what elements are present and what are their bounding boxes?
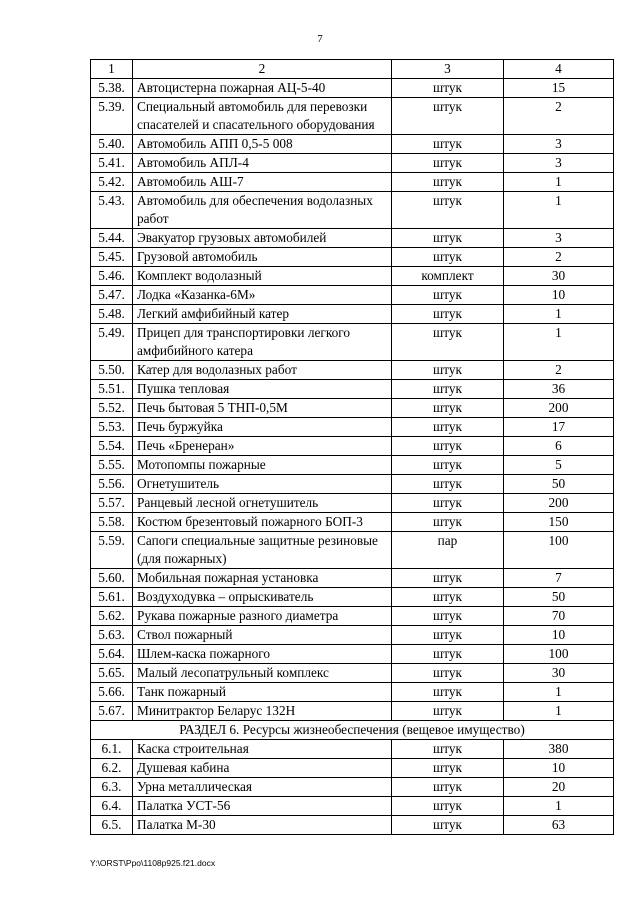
item-quantity: 17 (504, 418, 614, 437)
table-row (91, 286, 614, 305)
item-quantity: 20 (504, 778, 614, 797)
item-quantity: 50 (504, 475, 614, 494)
table-row (91, 494, 614, 513)
item-quantity: 15 (504, 79, 614, 98)
item-number: 5.53. (91, 418, 133, 437)
item-name: Грузовой автомобиль (133, 248, 392, 267)
table-row (91, 437, 614, 456)
item-name: Палатка М-30 (133, 816, 392, 835)
table-row (91, 305, 614, 324)
item-number: 5.51. (91, 380, 133, 399)
item-name: Шлем-каска пожарного (133, 645, 392, 664)
table-row (91, 380, 614, 399)
item-name: Печь «Бренеран» (133, 437, 392, 456)
item-quantity: 10 (504, 286, 614, 305)
item-number: 5.63. (91, 626, 133, 645)
item-quantity: 1 (504, 305, 614, 324)
table-row (91, 740, 614, 759)
item-unit: штук (392, 418, 504, 437)
item-unit: штук (392, 437, 504, 456)
item-quantity: 150 (504, 513, 614, 532)
item-unit: штук (392, 173, 504, 192)
item-quantity: 36 (504, 380, 614, 399)
section-row (91, 721, 614, 740)
item-name: Мотопомпы пожарные (133, 456, 392, 475)
item-number: 5.50. (91, 361, 133, 380)
item-quantity: 30 (504, 267, 614, 286)
table-row (91, 192, 614, 229)
item-name: Каска строительная (133, 740, 392, 759)
item-unit: штук (392, 494, 504, 513)
item-name: Печь бытовая 5 ТНП-0,5М (133, 399, 392, 418)
item-number: 5.55. (91, 456, 133, 475)
item-unit: штук (392, 778, 504, 797)
item-name: Сапоги специальные защитные резиновые (для пожарных) (133, 532, 392, 569)
table-row (91, 399, 614, 418)
table-row (91, 248, 614, 267)
item-name: Огнетушитель (133, 475, 392, 494)
item-unit: штук (392, 399, 504, 418)
item-quantity: 10 (504, 626, 614, 645)
item-quantity: 10 (504, 759, 614, 778)
table-row (91, 569, 614, 588)
item-unit: штук (392, 192, 504, 229)
item-unit: штук (392, 702, 504, 721)
item-quantity: 1 (504, 683, 614, 702)
item-name: Автоцистерна пожарная АЦ-5-40 (133, 79, 392, 98)
table-row (91, 324, 614, 361)
table-row (91, 173, 614, 192)
table-row (91, 664, 614, 683)
item-number: 6.1. (91, 740, 133, 759)
item-number: 5.48. (91, 305, 133, 324)
item-quantity: 3 (504, 154, 614, 173)
item-unit: комплект (392, 267, 504, 286)
item-unit: штук (392, 797, 504, 816)
item-quantity: 30 (504, 664, 614, 683)
item-name: Комплект водолазный (133, 267, 392, 286)
item-name: Специальный автомобиль для перевозки спасателей и спасательного оборудования (133, 98, 392, 135)
item-quantity: 6 (504, 437, 614, 456)
item-number: 5.46. (91, 267, 133, 286)
item-unit: штук (392, 79, 504, 98)
item-number: 5.45. (91, 248, 133, 267)
item-name: Минитрактор Беларус 132Н (133, 702, 392, 721)
item-quantity: 380 (504, 740, 614, 759)
table-row (91, 816, 614, 835)
item-unit: штук (392, 759, 504, 778)
item-name: Мобильная пожарная установка (133, 569, 392, 588)
item-quantity: 3 (504, 229, 614, 248)
item-unit: штук (392, 456, 504, 475)
item-quantity: 70 (504, 607, 614, 626)
item-quantity: 200 (504, 494, 614, 513)
item-quantity: 2 (504, 361, 614, 380)
item-unit: штук (392, 229, 504, 248)
file-path-footer: Y:\ORST\Ppo\1108p925.f21.docx (90, 858, 216, 868)
item-quantity: 100 (504, 645, 614, 664)
item-name: Танк пожарный (133, 683, 392, 702)
item-unit: штук (392, 645, 504, 664)
table-row (91, 513, 614, 532)
item-unit: штук (392, 607, 504, 626)
item-unit: штук (392, 98, 504, 135)
item-name: Автомобиль АПП 0,5-5 008 (133, 135, 392, 154)
item-name: Рукава пожарные разного диаметра (133, 607, 392, 626)
item-quantity: 7 (504, 569, 614, 588)
item-number: 5.52. (91, 399, 133, 418)
item-quantity: 63 (504, 816, 614, 835)
item-unit: штук (392, 305, 504, 324)
item-unit: штук (392, 324, 504, 361)
item-quantity: 5 (504, 456, 614, 475)
item-name: Катер для водолазных работ (133, 361, 392, 380)
table-row (91, 778, 614, 797)
item-quantity: 1 (504, 324, 614, 361)
item-unit: штук (392, 816, 504, 835)
item-name: Автомобиль АПЛ-4 (133, 154, 392, 173)
item-number: 5.57. (91, 494, 133, 513)
header-cell-3: 3 (392, 60, 504, 79)
table-row (91, 797, 614, 816)
item-number: 5.43. (91, 192, 133, 229)
item-number: 5.58. (91, 513, 133, 532)
item-quantity: 1 (504, 192, 614, 229)
item-unit: штук (392, 154, 504, 173)
item-unit: штук (392, 569, 504, 588)
item-number: 5.62. (91, 607, 133, 626)
table-row (91, 267, 614, 286)
table-row (91, 532, 614, 569)
item-name: Ствол пожарный (133, 626, 392, 645)
table-row (91, 645, 614, 664)
table-row (91, 361, 614, 380)
item-number: 5.64. (91, 645, 133, 664)
section-title: РАЗДЕЛ 6. Ресурсы жизнеобеспечения (вещевое имущество) (91, 721, 614, 740)
item-number: 5.49. (91, 324, 133, 361)
item-unit: штук (392, 248, 504, 267)
item-number: 5.44. (91, 229, 133, 248)
item-number: 5.66. (91, 683, 133, 702)
item-unit: штук (392, 135, 504, 154)
table-row (91, 135, 614, 154)
table-row (91, 626, 614, 645)
item-number: 5.60. (91, 569, 133, 588)
item-unit: штук (392, 683, 504, 702)
table-row (91, 154, 614, 173)
item-quantity: 2 (504, 248, 614, 267)
item-quantity: 1 (504, 797, 614, 816)
table-row (91, 98, 614, 135)
item-name: Малый лесопатрульный комплекс (133, 664, 392, 683)
item-number: 5.42. (91, 173, 133, 192)
item-number: 5.40. (91, 135, 133, 154)
item-name: Душевая кабина (133, 759, 392, 778)
item-unit: штук (392, 626, 504, 645)
item-number: 5.54. (91, 437, 133, 456)
item-number: 5.47. (91, 286, 133, 305)
item-quantity: 50 (504, 588, 614, 607)
item-unit: штук (392, 740, 504, 759)
item-number: 6.5. (91, 816, 133, 835)
item-unit: пар (392, 532, 504, 569)
item-number: 6.4. (91, 797, 133, 816)
resources-table (90, 59, 614, 835)
item-quantity: 200 (504, 399, 614, 418)
table-row (91, 607, 614, 626)
page-number: 7 (317, 33, 323, 45)
item-quantity: 2 (504, 98, 614, 135)
item-unit: штук (392, 286, 504, 305)
item-unit: штук (392, 513, 504, 532)
table-header-row (91, 60, 614, 79)
item-name: Автомобиль для обеспечения водолазных работ (133, 192, 392, 229)
header-cell-2: 2 (133, 60, 392, 79)
item-number: 5.65. (91, 664, 133, 683)
table-row (91, 418, 614, 437)
item-quantity: 100 (504, 532, 614, 569)
item-name: Прицеп для транспортировки легкого амфибийного катера (133, 324, 392, 361)
item-number: 5.39. (91, 98, 133, 135)
item-number: 5.61. (91, 588, 133, 607)
item-number: 5.59. (91, 532, 133, 569)
item-quantity: 1 (504, 173, 614, 192)
item-name: Урна металлическая (133, 778, 392, 797)
item-quantity: 3 (504, 135, 614, 154)
item-name: Воздуходувка – опрыскиватель (133, 588, 392, 607)
item-unit: штук (392, 361, 504, 380)
item-unit: штук (392, 475, 504, 494)
table-row (91, 759, 614, 778)
item-name: Печь буржуйка (133, 418, 392, 437)
item-number: 6.3. (91, 778, 133, 797)
item-name: Пушка тепловая (133, 380, 392, 399)
table-row (91, 229, 614, 248)
item-quantity: 1 (504, 702, 614, 721)
table-row (91, 702, 614, 721)
item-name: Ранцевый лесной огнетушитель (133, 494, 392, 513)
item-name: Автомобиль АШ-7 (133, 173, 392, 192)
item-number: 5.56. (91, 475, 133, 494)
item-name: Эвакуатор грузовых автомобилей (133, 229, 392, 248)
table-row (91, 456, 614, 475)
header-cell-1: 1 (91, 60, 133, 79)
table-row (91, 79, 614, 98)
item-name: Лодка «Казанка-6М» (133, 286, 392, 305)
table-row (91, 683, 614, 702)
item-number: 5.38. (91, 79, 133, 98)
item-unit: штук (392, 664, 504, 683)
item-unit: штук (392, 588, 504, 607)
item-number: 5.67. (91, 702, 133, 721)
item-number: 6.2. (91, 759, 133, 778)
table-row (91, 588, 614, 607)
item-number: 5.41. (91, 154, 133, 173)
item-name: Костюм брезентовый пожарного БОП-3 (133, 513, 392, 532)
table-row (91, 475, 614, 494)
item-name: Легкий амфибийный катер (133, 305, 392, 324)
header-cell-4: 4 (504, 60, 614, 79)
item-unit: штук (392, 380, 504, 399)
item-name: Палатка УСТ-56 (133, 797, 392, 816)
